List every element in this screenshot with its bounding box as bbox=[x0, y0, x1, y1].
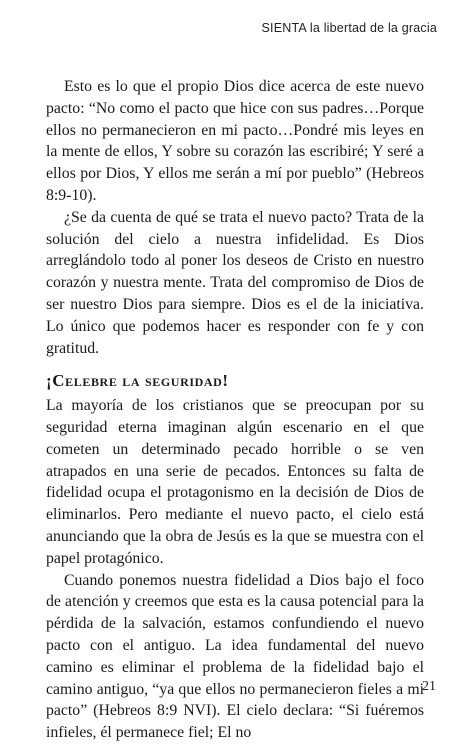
section-heading: ¡Celebre la seguridad! bbox=[46, 371, 229, 391]
page-body bbox=[46, 76, 424, 744]
paragraph-faithfulness-focus: Cuando ponemos nuestra fidelidad a Dios bajo el foco de atención y creemos que esta es la causa potencial para la pérdida de la salvación, estamos confundiendo el nuevo pacto con el antiguo. La idea fundamental del nuevo camino es eliminar el problema de la fidelidad bajo el camino antiguo, “ya que ellos no permanecieron fieles a mi pacto” (Hebreos 8:9 NVI). El cielo declara: “Si fuéremos infieles, él permanece fiel; El no bbox=[46, 571, 424, 742]
paragraph-new-covenant-explanation: ¿Se da cuenta de qué se trata el nuevo pacto? Trata de la solución del cielo a nuestra infidelidad. Es Dios arreglándolo todo al poner los deseos de Cristo en nuestro corazón y nuestra mente. Trata del compromiso de Dios de ser nuestro Dios para siempre. Dios es el de la iniciativa. Lo único que podemos hacer es responder con fe y con gratitud. bbox=[46, 208, 424, 357]
paragraph-new-covenant-quote: Esto es lo que el propio Dios dice acerca de este nuevo pacto: “No como el pacto que hice con sus padres…Porque ellos no permanecieron en mi pacto…Pondré mis leyes en la mente de ellos, Y sobre su corazón las escribiré; Y seré a ellos por Dios, Y ellos me serán a mí por pueblo” (Hebreos 8:9-10). bbox=[46, 78, 424, 204]
page-number: 21 bbox=[422, 679, 436, 694]
paragraph-security-scenario: La mayoría de los cristianos que se preocupan por su seguridad eterna imaginan algún escenario en el que cometen un determinado pecado horrible o se ven atrapados en una serie de pecados. Entonces su falta de fidelidad ocupa el protagonismo en la decisión de Dios de eliminarlos. Pero mediante el nuevo pacto, el cielo está anunciando que la obra de Jesús es la que se muestra con el papel protagónico. bbox=[46, 397, 424, 567]
running-header: SIENTA la libertad de la gracia bbox=[261, 21, 437, 35]
